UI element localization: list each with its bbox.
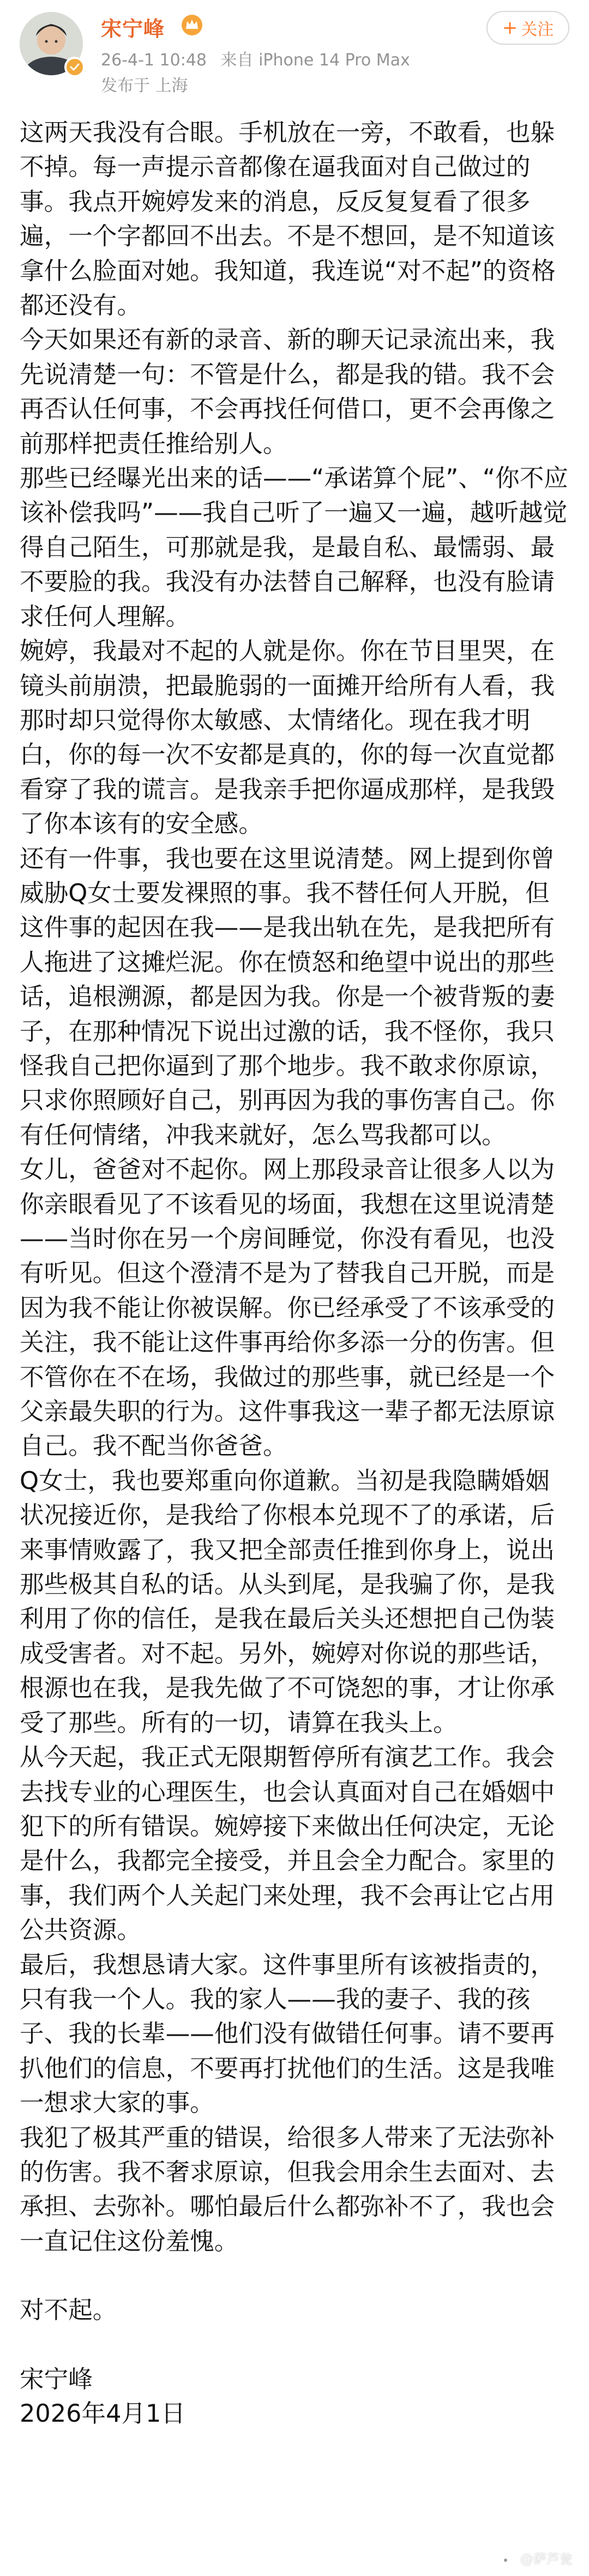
post-paragraph: 婉婷，我最对不起的人就是你。你在节目里哭，在镜头前崩溃，把最脆弱的一面摊开给所有人看，我那时却只觉得你太敏感、太情绪化。现在我才明白，你的每一次不安都是真的，你的每一次直觉都看穿了我的谎言。是我亲手把你逼成那样，是我毁了你本该有的安全感。 [20, 637, 555, 838]
spacer [20, 2259, 569, 2293]
plus-icon: + [502, 17, 518, 39]
post-closing: 对不起。 [20, 2296, 117, 2325]
post-paragraph: 这两天我没有合眼。手机放在一旁，不敢看，也躲不掉。每一声提示音都像在逼我面对自己做过的事。我点开婉婷发来的消息，反反复复看了很多遍，一个字都回不出去。不是不想回，是不知道该拿什么脸面对她。我知道，我连说“对不起”的资格都还没有。 [20, 118, 556, 320]
signature-name: 宋宁峰 [20, 2364, 93, 2393]
post-paragraph: 那些已经曝光出来的话——“承诺算个屁”、“你不应该补偿我吗”——我自己听了一遍又一遍，越听越觉得自己陌生，可那就是我，是最自私、最懦弱、最不要脸的我。我没有办法替自己解释，也没有脸请求任何人理解。 [20, 464, 568, 631]
post-source: 来自 iPhone 14 Pro Max [220, 51, 410, 70]
post-paragraph: 还有一件事，我也要在这里说清楚。网上提到你曾威胁Q女士要发裸照的事。我不替任何人开脱，但这件事的起因在我——是我出轨在先，是我把所有人拖进了这摊烂泥。你在愤怒和绝望中说出的那些话，追根溯源，都是因为我。你是一个被背叛的妻子，在那种情况下说出过激的话，我不怪你，我只怪我自己把你逼到了那个地步。我不敢求你原谅，只求你照顾好自己，别再因为我的事伤害自己。你有任何情绪，冲我来就好，怎么骂我都可以。 [20, 844, 555, 1149]
watermark-text: @萨芦瓮 [520, 2551, 573, 2567]
post-paragraph: Q女士，我也要郑重向你道歉。当初是我隐瞒婚姻状况接近你，是我给了你根本兑现不了的承诺，后来事情败露了，我又把全部责任推到你身上，说出那些极其自私的话。从头到尾，是我骗了你，是我利用了你的信任，是我在最后关头还想把自己伪装成受害者。对不起。另外，婉婷对你说的那些话，根源也在我，是我先做了不可饶恕的事，才让你承受了那些。所有的一切，请算在我头上。 [20, 1466, 555, 1737]
post-meta [101, 46, 419, 70]
post-header [0, 0, 589, 109]
follow-button[interactable] [486, 11, 569, 45]
post-paragraph: 今天如果还有新的录音、新的聊天记录流出来，我先说清楚一句：不管是什么，都是我的错。我不会再否认任何事，不会再找任何借口，更不会再像之前那样把责任推给别人。 [20, 325, 555, 458]
crown-icon [180, 13, 204, 37]
post-paragraph: 我犯了极其严重的错误，给很多人带来了无法弥补的伤害。我不奢求原谅，但我会用余生去面对、去承担、去弥补。哪怕最后什么都弥补不了，我也会一直记住这份羞愧。 [20, 2123, 555, 2255]
username[interactable]: 宋宁峰 [101, 17, 165, 41]
post-paragraph: 最后，我想恳请大家。这件事里所有该被指责的，只有我一个人。我的家人——我的妻子、我的孩子、我的长辈——他们没有做错任何事。请不要再扒他们的信息，不要再打扰他们的生活。这是我唯一想求大家的事。 [20, 1950, 555, 2117]
signature-date: 2026年4月1日 [20, 2399, 186, 2428]
follow-label: 关注 [521, 20, 554, 39]
weibo-logo-icon [498, 2549, 517, 2567]
post-body [20, 116, 569, 2431]
post-location: 发布于 上海 [101, 76, 188, 95]
post-paragraph: 从今天起，我正式无限期暂停所有演艺工作。我会去找专业的心理医生，也会认真面对自己在婚姻中犯下的所有错误。婉婷接下来做出任何决定，无论是什么，我都完全接受，并且会全力配合。家里的事，我们两个人关起门来处理，我不会再让它占用公共资源。 [20, 1743, 555, 1945]
spacer [20, 2328, 569, 2362]
post-timestamp: 26-4-1 10:48 [101, 51, 207, 70]
avatar[interactable] [20, 12, 83, 75]
watermark [498, 2548, 573, 2567]
post-paragraph: 女儿，爸爸对不起你。网上那段录音让很多人以为你亲眼看见了不该看见的场面，我想在这里说清楚——当时你在另一个房间睡觉，你没有看见，也没有听见。但这个澄清不是为了替我自己开脱，而是因为我不能让你被误解。你已经承受了不该承受的关注，我不能让这件事再给你多添一分的伤害。但不管你在不在场，我做过的那些事，就已经是一个父亲最失职的行为。这件事我这一辈子都无法原谅自己。我不配当你爸爸。 [20, 1155, 555, 1461]
verified-badge-icon [64, 57, 85, 77]
